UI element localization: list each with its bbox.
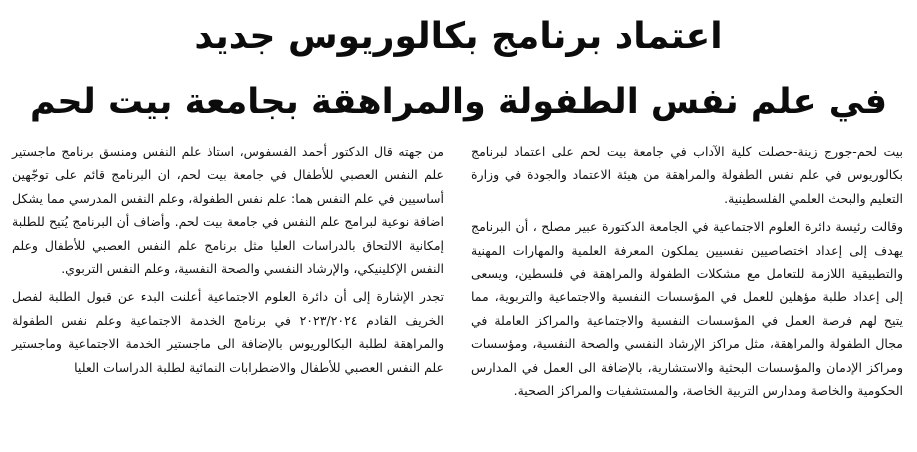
article-column-left (12, 140, 444, 379)
paragraph-admissions: تجدر الإشارة إلى أن دائرة العلوم الاجتماعية أعلنت البدء عن قبول الطلبة لفصل الخريف القادم ٢٠٢٣/٢٠٢٤ في برنامج الخدمة الاجتماعية وعلم نفس الطفولة والمراهقة لطلبة البكالوريوس بالإضافة الى ماجستير الخدمة الاجتماعية وماجستير علم النفس العصبي للأطفال والاضطرابات النمائية لطلبة الدراسات العليا (12, 289, 444, 375)
headline-line-2: في علم نفس الطفولة والمراهقة بجامعة بيت لحم (29, 82, 888, 122)
paragraph-program-goals: وقالت رئيسة دائرة العلوم الاجتماعية في الجامعة الدكتورة عبير مصلح ، أن البرنامج يهدف إلى إعداد اختصاصيين نفسيين يملكون المعرفة العلمية والمهارات المهنية والتطبيقية اللازمة للتعامل مع مشكلات الطفولة والمراهقة في فلسطين، ويسعى إلى إعداد طلبة مؤهلين للعمل في المؤسسات النفسية والاجتماعية والتربوية، مما يتيح لهم فرصة العمل في المؤسسات النفسية والاجتماعية والمراكز العاملة في مجال الطفولة والمراهقة، مثل مراكز الإرشاد النفسي والصحة النفسية، ومؤسسات ومراكز الإدمان والمؤسسات البحثية والاستشارية، بالإضافة الى العمل في المدارس الحكومية والخاصة ومدارس التربية الخاصة، والمستشفيات والمراكز الصحية. (471, 219, 903, 399)
paragraph-coordinator-statement: من جهته قال الدكتور أحمد الفسفوس، استاذ علم النفس ومنسق برنامج ماجستير علم النفس العصبي للأطفال في جامعة بيت لحم، ان البرنامج قائم على توجّهين أساسيين في علم النفس هما: علم نفس الطفولة، وعلم النفس المدرسي مما يشكل اضافة نوعية لبرامج علم النفس في جامعة بيت لحم. وأضاف أن البرنامج يُتيح للطلبة إمكانية الالتحاق بالدراسات العليا مثل برنامج علم النفس العصبي للأطفال وعلم النفس الإكلينيكي، والإرشاد النفسي والصحة النفسية، وعلم النفس التربوي. (12, 144, 444, 277)
paragraph-accreditation: بيت لحم-جورج زينة-حصلت كلية الآداب في جامعة بيت لحم على اعتماد لبرنامج بكالوريوس في علم نفس الطفولة والمراهقة من هيئة الاعتماد والجودة في وزارة التعليم والبحث العلمي الفلسطينية. (471, 144, 903, 206)
headline-line-1: اعتماد برنامج بكالوريوس جديد (194, 16, 723, 57)
article-column-right (471, 140, 903, 402)
